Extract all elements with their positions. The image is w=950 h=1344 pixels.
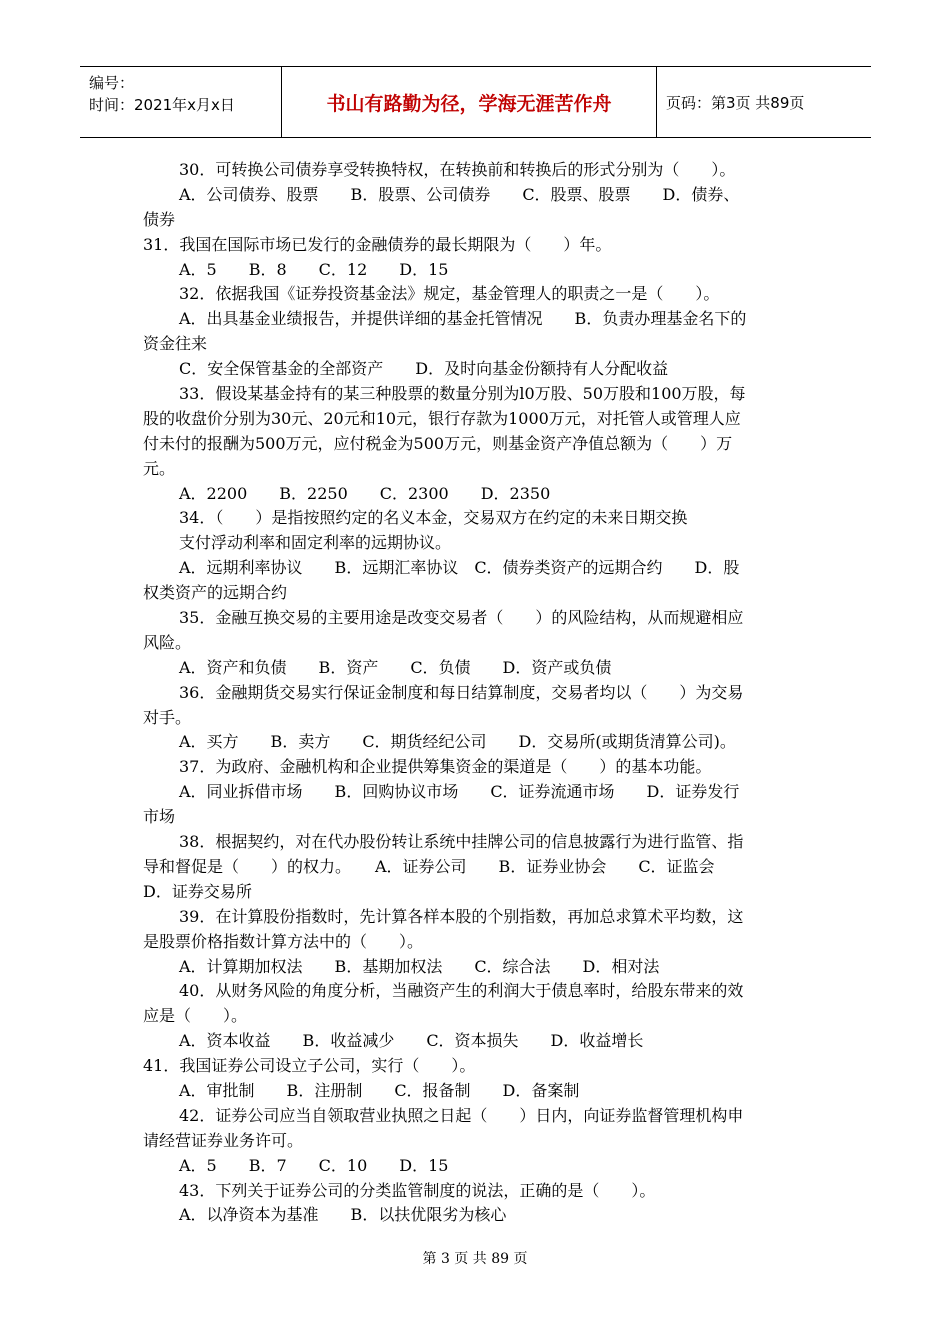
text-line: A．买方 B．卖方 C．期货经纪公司 D．交易所(或期货清算公司)。 — [179, 732, 736, 752]
text-line: 权类资产的远期合约 — [143, 583, 288, 603]
text-line: A．审批制 B．注册制 C．报备制 D．备案制 — [179, 1080, 580, 1100]
text-line: A．以净资本为基准 B．以扶优限劣为核心 — [179, 1205, 507, 1225]
text-line: A．资产和负债 B．资产 C．负债 D．资产或负债 — [179, 657, 612, 677]
text-line: 30．可转换公司债券享受转换特权，在转换前和转换后的形式分别为（ ）。 — [179, 160, 736, 179]
text-line: 导和督促是（ ）的权力。 A．证券公司 B．证券业协会 C．证监会 — [143, 856, 715, 876]
text-line: 34．（ ）是指按照约定的名义本金，交易双方在约定的未来日期交换 — [179, 508, 688, 528]
text-line: 35．金融互换交易的主要用途是改变交易者（ ）的风险结构，从而规避相应 — [179, 608, 744, 628]
question-body — [143, 158, 808, 1228]
text-line: 33．假设某基金持有的某三种股票的数量分别为l0万股、50万股和100万股，每 — [179, 384, 746, 404]
text-line: 38．根据契约，对在代办股份转让系统中挂牌公司的信息披露行为进行监管、指 — [179, 832, 744, 852]
page-footer: 第 3 页 共 89 页 — [422, 1251, 528, 1267]
text-line: 对手。 — [143, 707, 192, 727]
text-line: C．安全保管基金的全部资产 D．及时向基金份额持有人分配收益 — [179, 359, 669, 379]
text-line: 应是（ ）。 — [143, 1006, 248, 1026]
text-line: 元。 — [143, 458, 176, 478]
text-line: A．5 B．8 C．12 D．15 — [179, 259, 449, 279]
text-line: 付未付的报酬为500万元，应付税金为500万元，则基金资产净值总额为（ ）万 — [143, 433, 733, 453]
text-line: 股的收盘价分别为30元、20元和10元，银行存款为1000万元，对托管人或管理人应 — [143, 408, 741, 428]
text-line: A．资本收益 B．收益减少 C．资本损失 D．收益增长 — [179, 1031, 644, 1051]
text-line: 支付浮动利率和固定利率的远期协议。 — [179, 533, 452, 553]
text-line: 40．从财务风险的角度分析，当融资产生的利润大于债息率时，给股东带来的效 — [179, 981, 744, 1001]
text-line: A．远期利率协议 B．远期汇率协议 C．债券类资产的远期合约 D．股 — [179, 558, 740, 578]
header-meta — [80, 67, 282, 137]
header-page-label: 页码：第3页 共89页 — [666, 93, 805, 112]
text-line: A．同业拆借市场 B．回购协议市场 C．证券流通市场 D．证券发行 — [179, 782, 740, 802]
text-line: 请经营证券业务许可。 — [143, 1130, 304, 1150]
serial-label: 编号： — [89, 74, 135, 92]
text-line: 风险。 — [143, 632, 192, 652]
page-header — [80, 66, 871, 138]
text-line: A．5 B．7 C．10 D．15 — [179, 1155, 449, 1175]
text-line: 43．下列关于证券公司的分类监管制度的说法，正确的是（ ）。 — [179, 1180, 656, 1200]
text-line: 39．在计算股份指数时，先计算各样本股的个别指数，再加总求算术平均数，这 — [179, 906, 744, 926]
text-line: 债券 — [143, 209, 176, 229]
text-line: A．2200 B．2250 C．2300 D．2350 — [179, 483, 551, 503]
text-line: 36．金融期货交易实行保证金制度和每日结算制度，交易者均以（ ）为交易 — [179, 682, 744, 702]
text-line: A．出具基金业绩报告，并提供详细的基金托管情况 B．负责办理基金名下的 — [179, 309, 747, 329]
text-line: 42．证券公司应当自领取营业执照之日起（ ）日内，向证券监督管理机构申 — [179, 1105, 744, 1125]
time-label: 时间：2021年x月x日 — [89, 96, 235, 114]
text-line: 市场 — [143, 807, 176, 827]
header-motto: 书山有路勤为径，学海无涯苦作舟 — [282, 67, 657, 137]
text-line: 31．我国在国际市场已发行的金融债券的最长期限为（ ）年。 — [143, 234, 612, 254]
text-line: A．公司债券、股票 B．股票、公司债券 C．股票、股票 D．债券、 — [179, 184, 740, 204]
text-line: A．计算期加权法 B．基期加权法 C．综合法 D．相对法 — [179, 956, 660, 976]
text-line: 是股票价格指数计算方法中的（ ）。 — [143, 931, 424, 951]
text-line: 41．我国证券公司设立子公司，实行（ ）。 — [143, 1056, 476, 1076]
text-line: 37．为政府、金融机构和企业提供筹集资金的渠道是（ ）的基本功能。 — [179, 757, 712, 777]
text-line: 资金往来 — [143, 334, 208, 354]
text-line: 32．依据我国《证券投资基金法》规定，基金管理人的职责之一是（ ）。 — [179, 284, 720, 304]
text-line: D．证券交易所 — [143, 881, 252, 901]
